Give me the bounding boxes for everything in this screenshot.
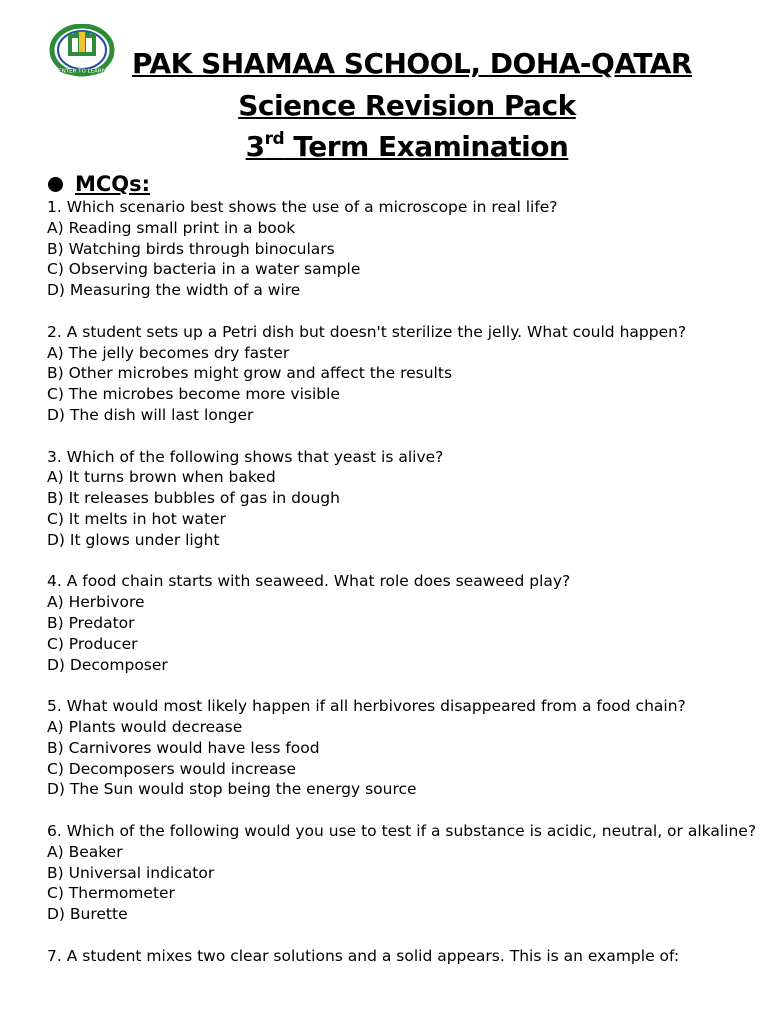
section-heading-mcqs bbox=[48, 170, 150, 198]
question-block bbox=[47, 571, 747, 675]
exam-ordinal-suffix: rd bbox=[264, 129, 285, 149]
question-text: 4. A food chain starts with seaweed. What role does seaweed play? bbox=[47, 572, 571, 591]
question-block bbox=[47, 696, 747, 800]
answer-option: B) Predator bbox=[47, 613, 135, 632]
question-block bbox=[47, 447, 747, 551]
answer-option: C) Observing bacteria in a water sample bbox=[47, 260, 361, 279]
answer-option: A) Beaker bbox=[47, 842, 123, 861]
question-block bbox=[47, 821, 757, 925]
question-text: 6. Which of the following would you use to test if a substance is acidic, neutral, or alkaline? bbox=[47, 821, 757, 840]
answer-option: A) The jelly becomes dry faster bbox=[47, 343, 290, 362]
answer-option: C) Thermometer bbox=[47, 884, 175, 903]
section-label: MCQs: bbox=[75, 172, 151, 196]
question-text: 3. Which of the following shows that yeast is alive? bbox=[47, 447, 444, 466]
question-block bbox=[47, 322, 747, 426]
answer-option: A) Herbivore bbox=[47, 593, 145, 612]
bullet-icon bbox=[48, 177, 63, 192]
answer-option: D) It glows under light bbox=[47, 530, 220, 549]
answer-option: B) Watching birds through binoculars bbox=[47, 239, 335, 258]
question-block bbox=[47, 197, 747, 301]
answer-option: A) Plants would decrease bbox=[47, 717, 243, 736]
question-list bbox=[47, 197, 757, 987]
logo-motto: ENTER TO LEARN bbox=[58, 68, 106, 75]
question-text: 5. What would most likely happen if all herbivores disappeared from a food chain? bbox=[47, 697, 686, 716]
answer-option: B) Other microbes might grow and affect the results bbox=[47, 364, 453, 383]
question-text: 2. A student sets up a Petri dish but doesn't sterilize the jelly. What could happen? bbox=[47, 322, 687, 341]
exam-number: 3 bbox=[245, 130, 265, 163]
answer-option: B) Carnivores would have less food bbox=[47, 738, 320, 757]
school-title: PAK SHAMAA SCHOOL, DOHA-QATAR bbox=[132, 47, 692, 80]
question-block bbox=[47, 946, 747, 967]
answer-option: D) Decomposer bbox=[47, 655, 168, 674]
answer-option: B) It releases bubbles of gas in dough bbox=[47, 489, 340, 508]
answer-option: C) It melts in hot water bbox=[47, 509, 226, 528]
answer-option: A) It turns brown when baked bbox=[47, 468, 276, 487]
answer-option: D) Burette bbox=[47, 905, 128, 924]
answer-option: C) The microbes become more visible bbox=[47, 385, 340, 404]
exam-title bbox=[0, 130, 768, 164]
answer-option: D) The dish will last longer bbox=[47, 405, 254, 424]
question-text: 1. Which scenario best shows the use of a microscope in real life? bbox=[47, 198, 558, 216]
pack-title: Science Revision Pack bbox=[238, 89, 576, 122]
question-text: 7. A student mixes two clear solutions and a solid appears. This is an example of: bbox=[47, 946, 680, 965]
answer-option: D) The Sun would stop being the energy source bbox=[47, 780, 417, 799]
answer-option: A) Reading small print in a book bbox=[47, 218, 296, 237]
answer-option: C) Decomposers would increase bbox=[47, 759, 297, 778]
answer-option: D) Measuring the width of a wire bbox=[47, 281, 301, 300]
answer-option: B) Universal indicator bbox=[47, 863, 215, 882]
answer-option: C) Producer bbox=[47, 634, 138, 653]
exam-title-rest: Term Examination bbox=[284, 130, 569, 163]
